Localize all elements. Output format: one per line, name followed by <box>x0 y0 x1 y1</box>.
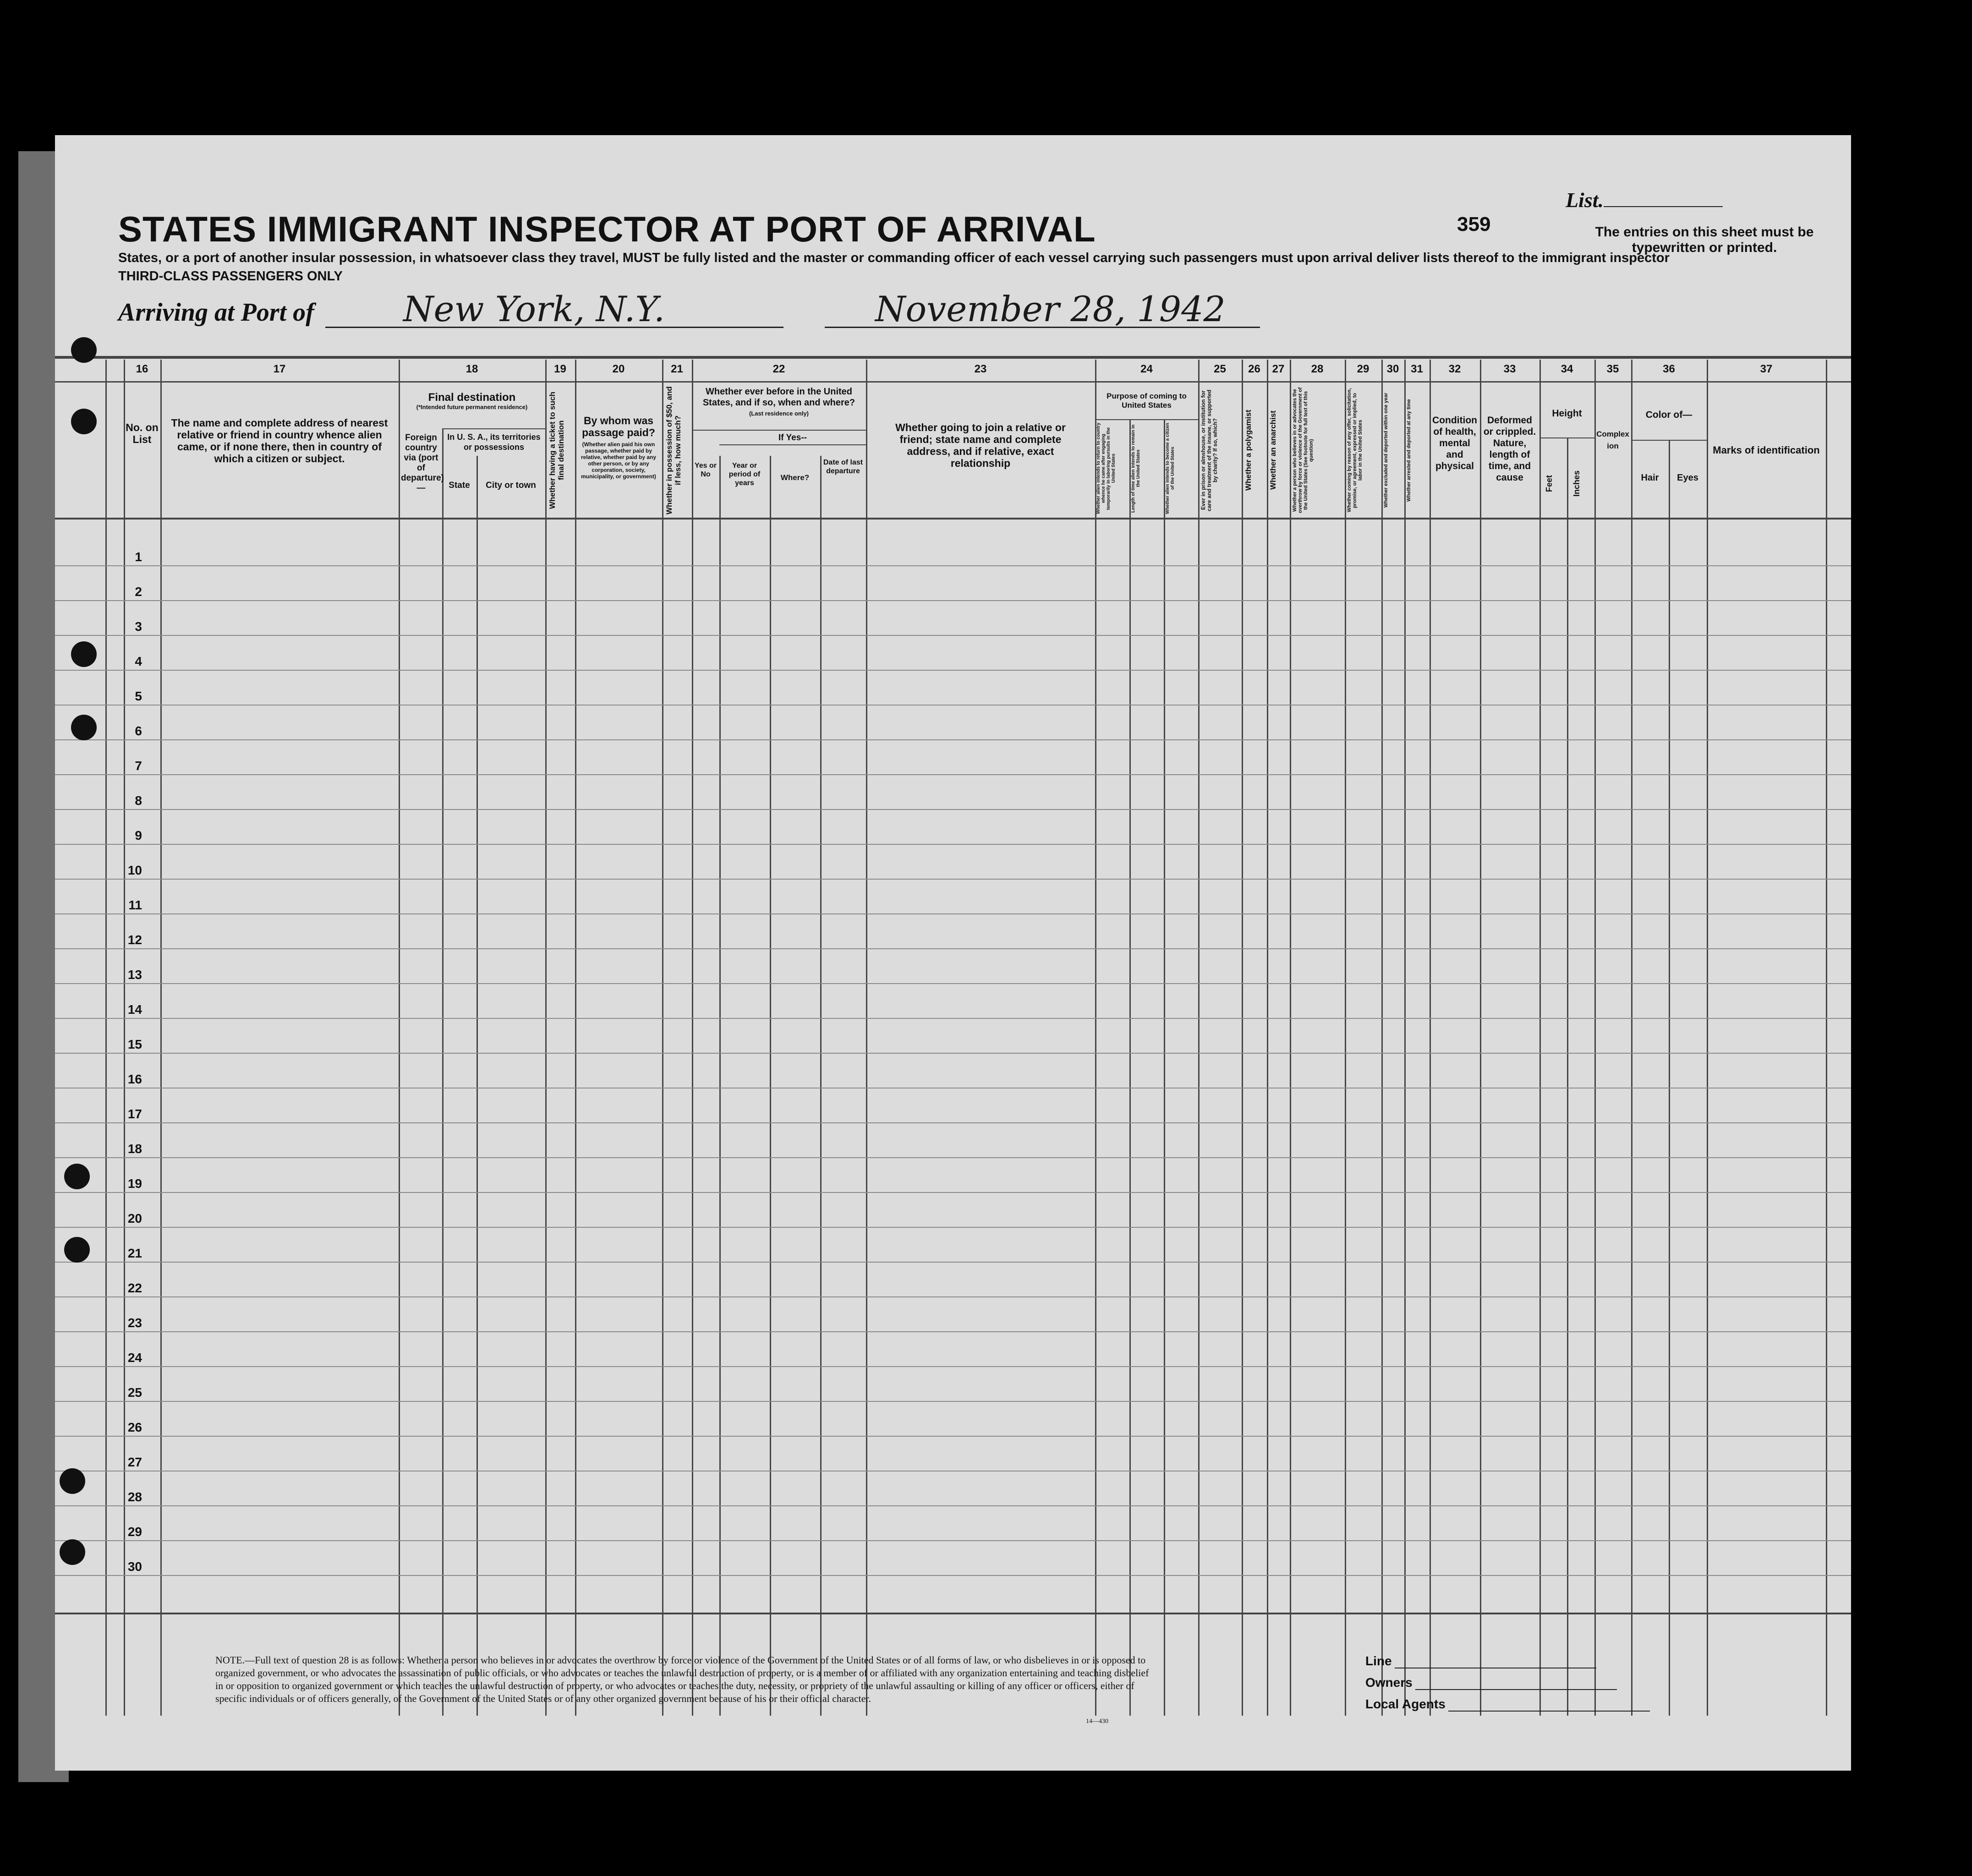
hdr-eyes: Eyes <box>1677 473 1698 483</box>
colnum-35: 35 <box>1606 363 1619 375</box>
hdr-before-in-us-title: Whether ever before in the United States, and if so, when and where? <box>702 387 855 408</box>
col-rule <box>1480 360 1481 1716</box>
table-bottom-rule <box>55 1613 1851 1614</box>
hdr-purpose-return: Whether alien intends to return to country whence he came after engaging temporarily in laboring pursuits in the United States <box>1096 422 1116 514</box>
hdr-year-period: Year or period of years <box>729 462 761 487</box>
colnum-17: 17 <box>273 363 286 375</box>
punch-hole <box>71 337 97 363</box>
hdr-relative-abroad: The name and complete address of nearest relative or friend in country whence alien came, or if none there, then in country of which a citizen or subject. <box>171 417 388 465</box>
hdr-inches: Inches <box>1572 470 1581 497</box>
row-number: 9 <box>135 828 142 842</box>
col-rule <box>1539 360 1541 1716</box>
arriving-label: Arriving at Port of <box>118 298 314 327</box>
sub-rule <box>1631 440 1707 441</box>
row-number: 22 <box>127 1281 142 1295</box>
col-rule <box>1594 360 1596 1716</box>
row-number: 21 <box>127 1246 142 1260</box>
row-rule <box>55 1227 1851 1228</box>
col-rule <box>545 360 547 1716</box>
row-rule <box>55 1157 1851 1158</box>
row-number: 15 <box>127 1037 142 1051</box>
footer-line: Line <box>1365 1654 1596 1668</box>
colnum-32: 32 <box>1448 363 1461 375</box>
row-number: 8 <box>135 793 142 808</box>
row-number: 29 <box>127 1525 142 1539</box>
row-number: 11 <box>128 898 142 912</box>
col-rule <box>1826 360 1827 1716</box>
hdr-if-yes: If Yes-- <box>778 433 807 443</box>
col-rule <box>1129 419 1131 1716</box>
row-rule <box>55 1366 1851 1367</box>
hdr-final-destination-title: Final destination <box>428 391 516 404</box>
sub-rule <box>692 430 866 431</box>
colnum-20: 20 <box>612 363 625 375</box>
colnum-31: 31 <box>1411 363 1423 375</box>
hdr-passage-paid-sub: (Whether alien paid his own passage, whether paid by relative, whether paid by any other person, or by any corporation, society, municipality, or government) <box>581 441 657 480</box>
hdr-state: State <box>449 481 470 490</box>
row-number: 17 <box>127 1107 142 1121</box>
hdr-yes-or-no: Yes or No <box>694 462 717 478</box>
row-rule <box>55 1505 1851 1506</box>
col-rule <box>1567 438 1568 1716</box>
punch-hole <box>60 1468 85 1494</box>
hdr-foreign-country: Foreign country via (port of departure)— <box>401 433 444 493</box>
hdr-marks: Marks of identification <box>1713 444 1820 456</box>
col-rule <box>820 456 822 1716</box>
row-number: 6 <box>135 724 142 738</box>
colnum-rule <box>55 381 1851 383</box>
manifest-sheet <box>55 135 1851 1771</box>
col-rule <box>160 360 162 1716</box>
hdr-hair: Hair <box>1641 473 1659 483</box>
hdr-color-of: Color of— <box>1645 410 1693 420</box>
header-top-rule <box>55 356 1851 359</box>
hdr-arrested: Whether arrested and deported at any time <box>1406 399 1412 502</box>
hdr-polygamist: Whether a polygamist <box>1244 410 1253 491</box>
row-number: 1 <box>135 550 142 564</box>
col-rule <box>866 360 867 1716</box>
hdr-join-relative: Whether going to join a relative or friend; state name and complete address, and if relative, exact relationship <box>895 421 1066 469</box>
row-rule <box>55 1575 1851 1576</box>
colnum-30: 30 <box>1386 363 1399 375</box>
colnum-29: 29 <box>1357 363 1369 375</box>
hdr-contract-labor: Whether coming by reason of any offer, solicitation, promise, or agreement, expressed or implied, to labor in the United States <box>1347 388 1363 513</box>
footer-local-agents: Local Agents <box>1365 1697 1650 1712</box>
list-label: List. <box>1566 188 1723 212</box>
row-number: 10 <box>127 863 142 877</box>
col-rule <box>1707 360 1708 1716</box>
row-rule <box>55 1436 1851 1437</box>
hdr-before-in-us <box>694 386 864 419</box>
row-rule <box>55 809 1851 810</box>
hdr-date-last-departure: Date of last departure <box>823 459 863 475</box>
colnum-19: 19 <box>554 363 566 375</box>
punch-hole <box>71 641 97 667</box>
colnum-25: 25 <box>1214 363 1226 375</box>
row-rule <box>55 983 1851 984</box>
date-handwritten: November 28, 1942 <box>875 289 1226 329</box>
col-rule <box>1404 360 1406 1716</box>
hdr-ticket: Whether having a ticket to such final destination <box>548 392 565 509</box>
punch-hole <box>64 1237 90 1263</box>
col-rule <box>1164 419 1165 1716</box>
colnum-34: 34 <box>1561 363 1573 375</box>
punch-hole <box>71 409 97 434</box>
row-rule <box>55 635 1851 636</box>
list-number: 359 <box>1457 213 1491 235</box>
hdr-feet: Feet <box>1545 475 1554 492</box>
row-rule <box>55 774 1851 775</box>
hdr-final-destination <box>399 392 545 411</box>
row-number: 3 <box>135 619 142 634</box>
col-rule <box>477 456 478 1716</box>
col-rule <box>770 456 771 1716</box>
col-rule <box>1267 360 1268 1716</box>
hdr-purpose-length: Length of time alien intends to remain in the United States <box>1131 424 1141 513</box>
col-rule <box>1430 360 1431 1716</box>
colnum-18: 18 <box>466 363 478 375</box>
colnum-23: 23 <box>974 363 987 375</box>
row-rule <box>55 1122 1851 1123</box>
row-rule <box>55 1296 1851 1297</box>
colnum-21: 21 <box>671 363 683 375</box>
punch-hole <box>64 1164 90 1189</box>
entries-note: The entries on this sheet must be typewritten or printed. <box>1595 224 1814 255</box>
form-subtitle: States, or a port of another insular possession, in whatsoever class they travel, MUST be fully listed and the master or commanding officer of each vessel carrying such passengers must upon arrival deliver lists thereof to the immigrant inspector <box>118 251 1670 265</box>
hdr-purpose-citizen: Whether alien intends to become a citizen of the United States <box>1165 423 1175 514</box>
col-rule <box>692 360 693 1716</box>
sub-rule <box>442 428 545 429</box>
row-number: 14 <box>127 1002 142 1017</box>
row-rule <box>55 1540 1851 1541</box>
row-number: 12 <box>127 933 142 947</box>
row-rule <box>55 705 1851 706</box>
row-rule <box>55 1401 1851 1402</box>
col-rule <box>1381 360 1383 1716</box>
colnum-26: 26 <box>1248 363 1260 375</box>
hdr-passage-paid-title: By whom was passage paid? <box>582 415 655 438</box>
form-title: STATES IMMIGRANT INSPECTOR AT PORT OF ARRIVAL <box>118 209 1096 249</box>
row-number: 13 <box>127 968 142 982</box>
footnote-q28: NOTE.—Full text of question 28 is as follows: Whether a person who believes in or advocates the overthrow by force or violence of the Government of the United States or of all forms of law, or who disbelieves in or is opposed to organized government, or who advocates the assassination of public officials, or who advocates or teaches the unlawful destruction of property, or is a member of or affiliated with any organization entertaining and teaching disbelief in or opposition to organized government or which teaches the unlawful destruction of property, or who advocates or teaches the duty, necessity, or propriety of the unlawful assaulting or killing of any officer or officers, either of specific individuals or of officers generally, of the Government of the United States or of any other organized government because of his or their official character. <box>215 1654 1149 1704</box>
hdr-anarchist: Whether an anarchist <box>1269 410 1277 490</box>
colnum-37: 37 <box>1760 363 1773 375</box>
col-rule <box>1631 360 1632 1716</box>
row-rule <box>55 1262 1851 1263</box>
hdr-prison: Ever in prison or almshouse, or institution for care and treatment of the insane, or supported by charity? If so, which? <box>1200 389 1218 511</box>
col-rule <box>1290 360 1291 1716</box>
hdr-final-destination-sub: (*Intended future permanent residence) <box>416 404 528 410</box>
row-number: 16 <box>127 1072 142 1086</box>
colnum-36: 36 <box>1663 363 1675 375</box>
colnum-33: 33 <box>1503 363 1516 375</box>
hdr-height: Height <box>1552 408 1582 419</box>
port-handwritten: New York, N.Y. <box>403 289 665 329</box>
row-number: 25 <box>127 1385 142 1400</box>
row-number: 28 <box>127 1490 142 1504</box>
form-number: 14—430 <box>1086 1718 1108 1725</box>
punch-hole <box>71 715 97 740</box>
col-rule <box>399 360 400 1716</box>
row-rule <box>55 739 1851 740</box>
row-number: 27 <box>127 1455 142 1469</box>
row-number: 23 <box>127 1316 142 1330</box>
row-number: 30 <box>127 1559 142 1574</box>
row-number: 7 <box>135 759 142 773</box>
colnum-28: 28 <box>1311 363 1324 375</box>
row-number: 5 <box>135 689 142 703</box>
row-rule <box>55 1192 1851 1193</box>
row-rule <box>55 565 1851 566</box>
hdr-no-on-list: No. on List <box>126 421 159 445</box>
row-rule <box>55 1331 1851 1332</box>
col-rule <box>1242 360 1243 1716</box>
row-number: 18 <box>127 1142 142 1156</box>
colnum-24: 24 <box>1140 363 1153 375</box>
sub-rule <box>719 444 866 445</box>
row-number: 2 <box>135 585 142 599</box>
hdr-excluded: Whether excluded and deported within one year <box>1383 393 1389 508</box>
colnum-22: 22 <box>772 363 785 375</box>
punch-hole <box>60 1539 85 1565</box>
row-rule <box>55 879 1851 880</box>
col-rule <box>662 360 663 1716</box>
hdr-q28: Whether a person who believes in or advocates the overthrow by force or violence of the Government of the United States (See footnote for full text of this question) <box>1292 387 1314 514</box>
row-rule <box>55 948 1851 949</box>
row-rule <box>55 670 1851 671</box>
hdr-city: City or town <box>486 481 536 490</box>
hdr-passage-paid <box>577 415 660 480</box>
hdr-in-usa: In U. S. A., its territories or possessions <box>447 432 541 452</box>
row-number: 20 <box>127 1211 142 1225</box>
row-rule <box>55 600 1851 601</box>
hdr-before-in-us-sub: (Last residence only) <box>749 410 809 417</box>
hdr-complexion: Complexion <box>1596 430 1629 450</box>
col-rule <box>575 360 576 1716</box>
sub-rule <box>1095 419 1198 420</box>
row-number: 26 <box>127 1420 142 1434</box>
row-number: 24 <box>127 1351 142 1365</box>
row-number: 19 <box>127 1176 142 1191</box>
row-rule <box>55 844 1851 845</box>
hdr-where: Where? <box>780 473 810 482</box>
col-rule <box>1669 440 1670 1716</box>
row-rule <box>55 1018 1851 1019</box>
row-rule <box>55 913 1851 914</box>
row-number: 4 <box>135 654 142 668</box>
header-bottom-rule <box>55 518 1851 520</box>
col-rule <box>442 428 444 1716</box>
footer-owners: Owners <box>1365 1675 1617 1690</box>
row-rule <box>55 1053 1851 1054</box>
col-rule <box>719 456 721 1716</box>
hdr-deformed: Deformed or crippled. Nature, length of time, and cause <box>1483 415 1536 483</box>
col-rule <box>1095 360 1096 1716</box>
colnum-27: 27 <box>1272 363 1285 375</box>
hdr-purpose: Purpose of coming to United States <box>1107 392 1187 410</box>
colnum-16: 16 <box>136 363 148 375</box>
form-subtitle-class: THIRD-CLASS PASSENGERS ONLY <box>118 269 343 284</box>
hdr-condition: Condition of health, mental and physical <box>1432 415 1477 471</box>
col-rule <box>1198 360 1200 1716</box>
hdr-fifty-dollars: Whether in possession of $50, and if less, how much? <box>665 386 682 514</box>
col-rule <box>1345 360 1346 1716</box>
